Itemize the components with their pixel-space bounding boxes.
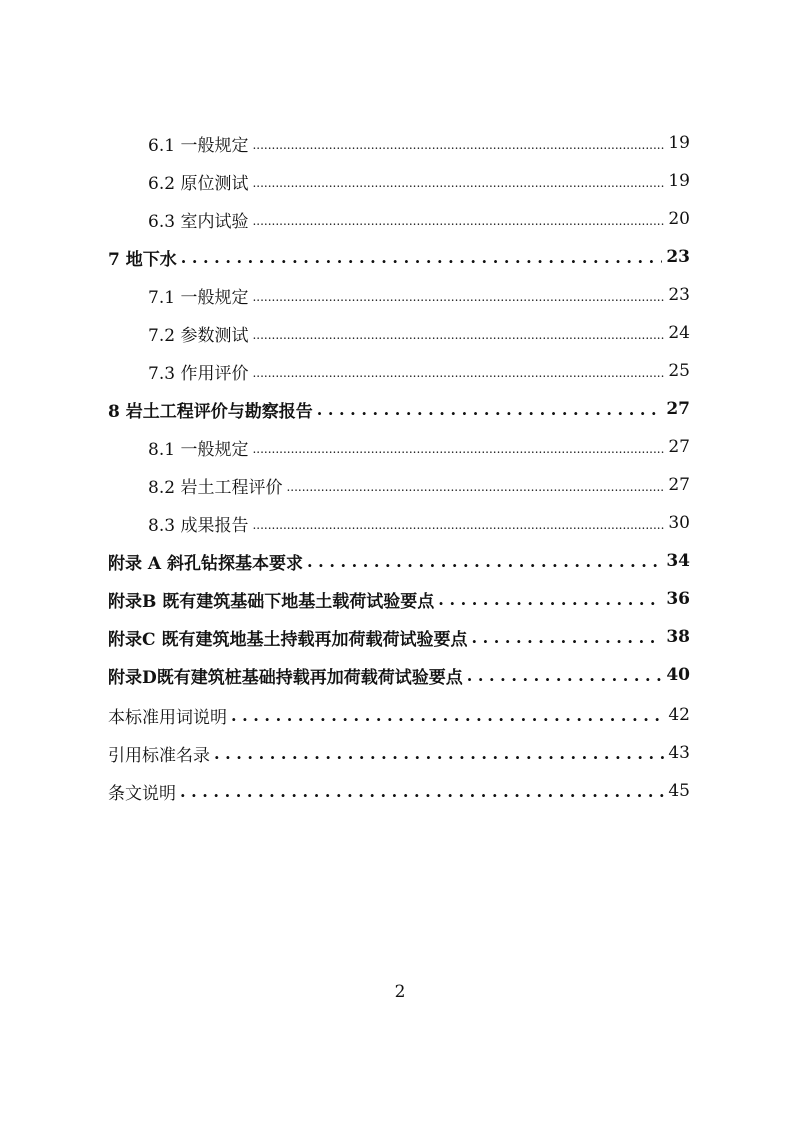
toc-dot-leader <box>252 210 664 229</box>
toc-entry-label: 7.2 参数测试 <box>148 325 249 346</box>
toc-page-number: 23 <box>666 247 690 267</box>
toc-entry-referenced-standards[interactable] <box>108 740 690 766</box>
toc-entry-label: 8 岩土工程评价与勘察报告 <box>108 401 313 422</box>
toc-entry-7-3[interactable] <box>148 358 690 384</box>
toc-entry-label: 7 地下水 <box>108 249 177 270</box>
toc-entry-appendix-c[interactable] <box>108 624 690 650</box>
toc-dot-leader <box>252 362 664 381</box>
toc-entry-label: 附录 A 斜孔钻探基本要求 <box>108 553 304 574</box>
toc-dot-leader <box>180 782 664 801</box>
toc-page-number: 27 <box>668 437 690 457</box>
toc-page-number: 45 <box>668 781 690 801</box>
toc-entry-7[interactable] <box>108 244 690 270</box>
toc-entry-appendix-a[interactable] <box>108 548 690 574</box>
toc-entry-label: 引用标准名录 <box>108 745 210 766</box>
toc-dot-leader <box>252 324 664 343</box>
toc-page-number: 36 <box>666 589 690 609</box>
toc-entry-8[interactable] <box>108 396 690 422</box>
toc-entry-7-2[interactable] <box>148 320 690 346</box>
toc-entry-label: 6.1 一般规定 <box>148 135 249 156</box>
toc-entry-6-1[interactable] <box>148 130 690 156</box>
toc-page-number: 38 <box>666 627 690 647</box>
toc-page-number: 27 <box>668 475 690 495</box>
toc-page-number: 25 <box>668 361 690 381</box>
toc-dot-leader <box>181 248 663 267</box>
toc-page-number: 24 <box>668 323 690 343</box>
toc-entry-wording-explanation[interactable] <box>108 702 690 728</box>
toc-entry-label: 本标准用词说明 <box>108 707 227 728</box>
toc-entry-label: 7.3 作用评价 <box>148 363 249 384</box>
toc-page-number: 34 <box>666 551 690 571</box>
toc-entry-appendix-d[interactable] <box>108 662 690 688</box>
toc-dot-leader <box>467 666 663 685</box>
toc-entry-label: 附录D既有建筑桩基础持载再加荷载荷试验要点 <box>108 667 463 688</box>
toc-dot-leader <box>307 552 662 571</box>
toc-entry-8-2[interactable] <box>148 472 690 498</box>
toc-page-number: 27 <box>666 399 690 419</box>
toc-entry-label: 7.1 一般规定 <box>148 287 249 308</box>
toc-entry-label: 8.1 一般规定 <box>148 439 249 460</box>
toc-page-number: 42 <box>668 705 690 725</box>
toc-entry-8-3[interactable] <box>148 510 690 536</box>
toc-page-number: 20 <box>668 209 690 229</box>
toc-entry-clause-explanation[interactable] <box>108 778 690 804</box>
toc-page-number: 19 <box>668 133 690 153</box>
toc-entry-label: 条文说明 <box>108 783 176 804</box>
toc-dot-leader <box>471 628 662 647</box>
toc-page-number: 23 <box>668 285 690 305</box>
toc-dot-leader <box>252 438 664 457</box>
toc-page-number: 30 <box>668 513 690 533</box>
toc-entry-label: 附录B 既有建筑基础下地基土载荷试验要点 <box>108 591 435 612</box>
toc-dot-leader <box>231 706 664 725</box>
page-number-footer: 2 <box>394 982 406 1002</box>
toc-entry-8-1[interactable] <box>148 434 690 460</box>
toc-entry-7-1[interactable] <box>148 282 690 308</box>
toc-dot-leader <box>286 476 664 495</box>
toc-entry-appendix-b[interactable] <box>108 586 690 612</box>
toc-page-number: 19 <box>668 171 690 191</box>
toc-dot-leader <box>252 134 664 153</box>
toc-dot-leader <box>252 172 664 191</box>
toc-entry-label: 附录C 既有建筑地基土持载再加荷载荷试验要点 <box>108 629 468 650</box>
toc-entry-6-3[interactable] <box>148 206 690 232</box>
toc-dot-leader <box>252 514 664 533</box>
toc-entry-label: 8.2 岩土工程评价 <box>148 477 283 498</box>
toc-page-number: 40 <box>666 665 690 685</box>
toc-dot-leader <box>214 744 664 763</box>
toc-entry-6-2[interactable] <box>148 168 690 194</box>
toc-dot-leader <box>252 286 664 305</box>
toc-entry-label: 6.2 原位测试 <box>148 173 249 194</box>
toc-dot-leader <box>438 590 662 609</box>
toc-entry-label: 8.3 成果报告 <box>148 515 249 536</box>
toc-dot-leader <box>317 400 663 419</box>
toc-page-number: 43 <box>668 743 690 763</box>
toc-entry-label: 6.3 室内试验 <box>148 211 249 232</box>
